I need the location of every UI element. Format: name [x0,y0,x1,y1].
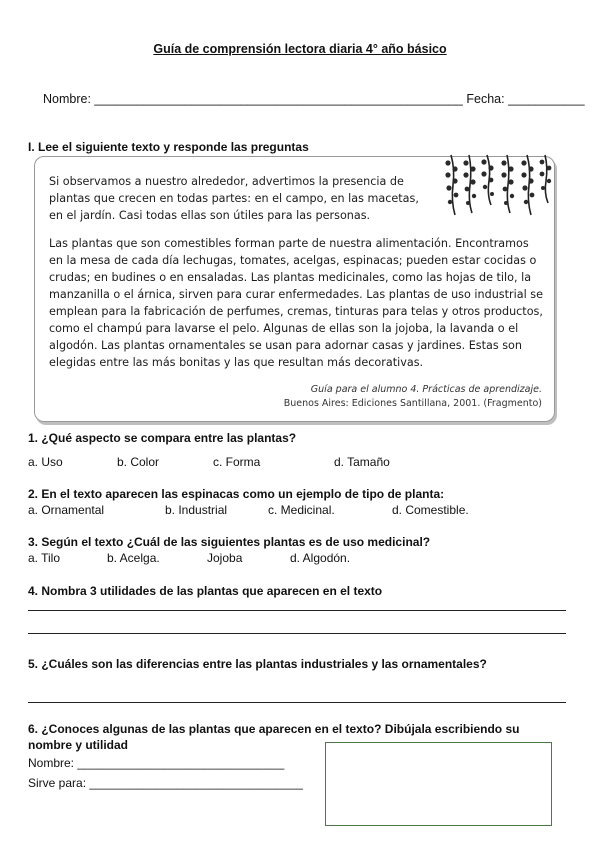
q3-option-b[interactable]: b. Acelga. [107,551,160,565]
q1-option-b[interactable]: b. Color [117,455,160,469]
reading-paragraph-1: Si observamos a nuestro alrededor, advertimos la presencia de plantas que crecen en todas partes: en el campo, en las macetas, en el jardín. Casi todas ellas son útiles para las personas. [49,175,419,222]
q3-option-d[interactable]: d. Algodón. [290,551,351,565]
question-1: 1. ¿Qué aspecto se compara entre las plantas? [28,431,297,445]
q1-option-c[interactable]: c. Forma [213,455,261,469]
q2-option-d[interactable]: d. Comestible. [392,503,469,517]
q2-option-b[interactable]: b. Industrial [165,503,228,517]
answer-line[interactable] [28,633,566,634]
date-label: Fecha: [466,92,505,106]
citation-publisher: Buenos Aires: Ediciones Santillana, 2001. (Fragmento) [283,398,542,409]
drawing-name-field[interactable]: _______________________________ [77,756,285,770]
drawing-use-label: Sirve para: [28,776,87,790]
q1-option-d[interactable]: d. Tamaño [334,455,390,469]
name-label: Nombre: [43,92,91,106]
q1-option-a[interactable]: a. Uso [28,455,63,469]
name-row [43,92,585,106]
question-4: 4. Nombra 3 utilidades de las plantas que aparecen en el texto [28,584,383,598]
drawing-use-field[interactable]: ________________________________ [89,776,303,790]
answer-line[interactable] [28,702,566,703]
q3-option-a[interactable]: a. Tilo [28,551,61,565]
question-2: 2. En el texto aparecen las espinacas como un ejemplo de tipo de planta: [28,487,445,501]
question-5: 5. ¿Cuáles son las diferencias entre las plantas industriales y las ornamentales? [28,657,487,671]
question-6: 6. ¿Conoces algunas de las plantas que aparecen en el texto? Dibújala escribiendo su nombre y utilidad [28,722,520,752]
q2-option-a[interactable]: a. Ornamental [28,503,105,517]
question-3: 3. Según el texto ¿Cuál de las siguientes plantas es de uso medicinal? [28,535,431,549]
q3-option-c[interactable]: Jojoba [207,551,243,565]
citation [284,383,542,411]
page-title: Guía de comprensión lectora diaria 4° año básico [153,42,447,56]
drawing-name-row [28,756,284,770]
name-field[interactable]: _____________________________________________________ [94,92,463,106]
citation-title: Guía para el alumno 4. Prácticas de aprendizaje. [310,384,542,395]
q2-option-c[interactable]: c. Medicinal. [268,503,335,517]
fern-plant-icon [443,153,555,217]
drawing-box[interactable] [325,742,552,826]
date-field[interactable]: ___________ [508,92,585,106]
reading-passage [34,156,555,422]
drawing-use-row [28,776,303,790]
drawing-name-label: Nombre: [28,756,75,770]
reading-paragraph-2: Las plantas que son comestibles forman parte de nuestra alimentación. Encontramos en la mesa de cada día lechugas, tomates, acelgas, espinacas; pueden estar cocidas o crudas; en budines o en ensaladas. Las plantas medicinales, como las hojas de tilo, la manzanilla o el árnica, sirven para curar enfermedades. Las plantas de uso industrial se emplean para la fabricación de perfumes, cremas, tinturas para telas y otros productos, como el champú para lavarse el pelo. Algunas de ellas son la jojoba, la lavanda o el algodón. Las plantas ornamentales se usan para adornar casas y jardines. Estas son elegidas entre las más bonitas y las que resultan más decorativas. [49,237,543,369]
section-heading: I. Lee el siguiente texto y responde las preguntas [28,140,309,154]
answer-line[interactable] [28,610,566,611]
